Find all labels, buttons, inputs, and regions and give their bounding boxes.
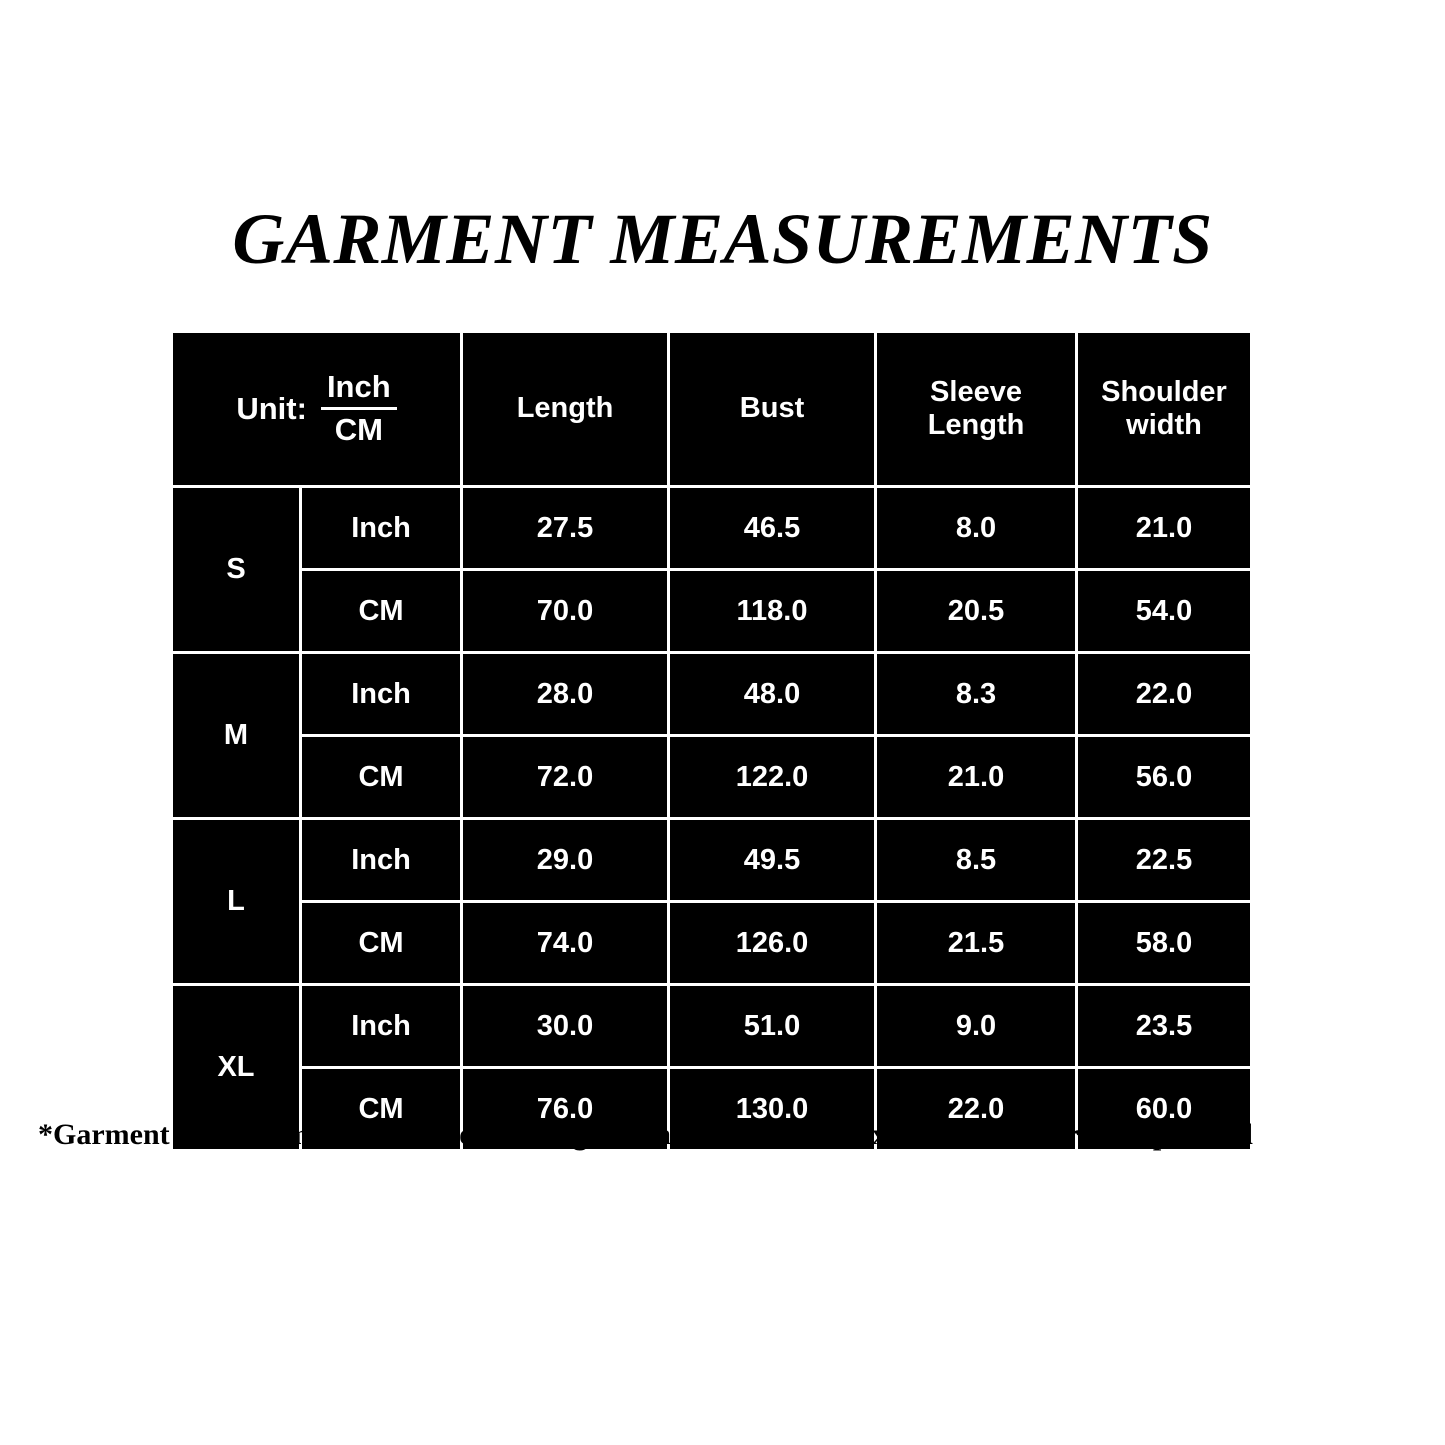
- unit-label-s-inch: Inch: [302, 488, 460, 568]
- unit-label-l-cm: CM: [302, 903, 460, 983]
- value-m-inch-sleeve-length: 8.3: [877, 654, 1075, 734]
- value-l-cm-length: 74.0: [463, 903, 667, 983]
- table-header-row: [173, 333, 1250, 485]
- unit-header-cell: [173, 333, 460, 485]
- value-s-cm-length: 70.0: [463, 571, 667, 651]
- sleeve-length-line2: Length: [927, 409, 1025, 441]
- value-m-inch-shoulder-width: 22.0: [1078, 654, 1250, 734]
- unit-fraction: [321, 370, 397, 447]
- measurements-table: [170, 330, 1253, 1152]
- value-s-cm-sleeve-length: 20.5: [877, 571, 1075, 651]
- value-l-inch-length: 29.0: [463, 820, 667, 900]
- shoulder-width-line1: Shoulder: [1101, 375, 1227, 408]
- unit-label-xl-inch: Inch: [302, 986, 460, 1066]
- value-xl-inch-length: 30.0: [463, 986, 667, 1066]
- sleeve-length-line1: Sleeve: [930, 375, 1022, 408]
- value-xl-cm-length: 76.0: [463, 1069, 667, 1149]
- column-header-shoulder-width: [1078, 333, 1250, 485]
- size-label-m: M: [173, 654, 299, 817]
- value-l-inch-sleeve-length: 8.5: [877, 820, 1075, 900]
- unit-label-m-cm: CM: [302, 737, 460, 817]
- column-header-bust: Bust: [670, 333, 874, 485]
- value-s-inch-bust: 46.5: [670, 488, 874, 568]
- footnote: *Garment measurements are taken while garment is flat and relaxed unless otherwise specified: [38, 1118, 1253, 1151]
- unit-label-xl-cm: CM: [302, 1069, 460, 1149]
- measurements-table-container: [170, 330, 1250, 1152]
- table-row: [173, 571, 1250, 651]
- shoulder-width-line2: width: [1126, 409, 1202, 441]
- table-row: [173, 903, 1250, 983]
- unit-numerator: Inch: [321, 370, 397, 410]
- unit-label: Unit:: [236, 391, 307, 427]
- value-xl-inch-bust: 51.0: [670, 986, 874, 1066]
- value-m-cm-sleeve-length: 21.0: [877, 737, 1075, 817]
- value-s-inch-sleeve-length: 8.0: [877, 488, 1075, 568]
- unit-label-m-inch: Inch: [302, 654, 460, 734]
- table-row: [173, 737, 1250, 817]
- unit-label-l-inch: Inch: [302, 820, 460, 900]
- value-xl-cm-sleeve-length: 22.0: [877, 1069, 1075, 1149]
- unit-denominator: CM: [334, 412, 383, 447]
- value-l-inch-bust: 49.5: [670, 820, 874, 900]
- page-title: GARMENT MEASUREMENTS: [232, 199, 1213, 279]
- value-xl-cm-shoulder-width: 60.0: [1078, 1069, 1250, 1149]
- table-row: [173, 820, 1250, 900]
- value-m-inch-bust: 48.0: [670, 654, 874, 734]
- value-m-inch-length: 28.0: [463, 654, 667, 734]
- column-header-sleeve-length: [877, 333, 1075, 485]
- value-s-cm-shoulder-width: 54.0: [1078, 571, 1250, 651]
- value-s-cm-bust: 118.0: [670, 571, 874, 651]
- value-xl-cm-bust: 130.0: [670, 1069, 874, 1149]
- size-label-s: S: [173, 488, 299, 651]
- value-m-cm-bust: 122.0: [670, 737, 874, 817]
- size-label-l: L: [173, 820, 299, 983]
- unit-label-s-cm: CM: [302, 571, 460, 651]
- value-l-cm-sleeve-length: 21.5: [877, 903, 1075, 983]
- value-m-cm-length: 72.0: [463, 737, 667, 817]
- column-header-length: Length: [463, 333, 667, 485]
- table-row: [173, 654, 1250, 734]
- table-row: [173, 488, 1250, 568]
- value-l-cm-shoulder-width: 58.0: [1078, 903, 1250, 983]
- value-l-inch-shoulder-width: 22.5: [1078, 820, 1250, 900]
- value-xl-inch-shoulder-width: 23.5: [1078, 986, 1250, 1066]
- value-m-cm-shoulder-width: 56.0: [1078, 737, 1250, 817]
- value-xl-inch-sleeve-length: 9.0: [877, 986, 1075, 1066]
- table-row: [173, 986, 1250, 1066]
- value-s-inch-shoulder-width: 21.0: [1078, 488, 1250, 568]
- value-s-inch-length: 27.5: [463, 488, 667, 568]
- size-label-xl: XL: [173, 986, 299, 1149]
- value-l-cm-bust: 126.0: [670, 903, 874, 983]
